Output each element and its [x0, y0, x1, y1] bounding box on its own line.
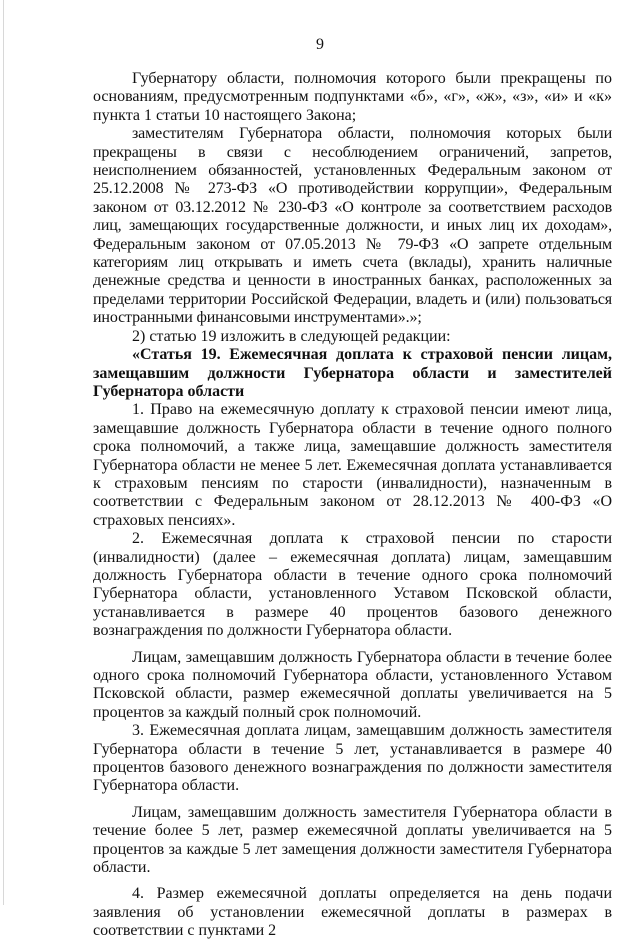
- article-19-clause-2-increase: Лицам, замещавшим должность Губернатора области в течение более одного срока полномочий Губернатора области, установленного Уставом Псковской области, размер ежемесячной доплаты увеличивается на 5 процентов за каждый полный срок полномочий.: [93, 648, 612, 721]
- paragraph-governor-termination: Губернатору области, полномочия которого были прекращены по основаниям, предусмотренным подпунктами «б», «г», «ж», «з», «и» и «к» пункта 1 статьи 10 настоящего Закона;: [93, 70, 612, 124]
- article-19-heading: «Статья 19. Ежемесячная доплата к страховой пенсии лицам, замещавшим должности Губернатора области и заместителей Губернатора области: [93, 346, 612, 400]
- paragraph-deputies-termination: заместителям Губернатора области, полномочия которых были прекращены в связи с несоблюдением ограничений, запретов, неисполнением обязанностей, установленных Федеральным законом от 25.12.2008 № 273-ФЗ «О противодействии коррупции», Федеральным законом от 03.12.2012 № 230-ФЗ «О контроле за соответствием расходов лиц, замещающих государственные должности, и иных лиц их доходам», Федеральным законом от 07.05.2013 № 79-ФЗ «О запрете отдельным категориям лиц открывать и иметь счета (вклады), хранить наличные денежные средства и ценности в иностранных банках, расположенных за пределами территории Российской Федерации, владеть и (или) пользоваться иностранными финансовыми инструментами».»;: [93, 125, 612, 327]
- article-19-clause-1: 1. Право на ежемесячную доплату к страховой пенсии имеют лица, замещавшие должность Губернатора области в течение одного полного срока полномочий, а также лица, замещавшие должность заместителя Губернатора области не менее 5 лет. Ежемесячная доплата устанавливается к страховым пенсиям по старости (инвалидности), назначенным в соответствии с Федеральным законом от 28.12.2013 № 400-ФЗ «О страховых пенсиях».: [93, 401, 612, 529]
- paragraph-amendment-article-19: 2) статью 19 изложить в следующей редакции:: [132, 327, 451, 345]
- article-19-clause-2: 2. Ежемесячная доплата к страховой пенсии по старости (инвалидности) (далее – ежемесячная доплата) лицам, замещавшим должность Губернатора области в течение одного срока полномочий Губернатора области, установленного Уставом Псковской области, устанавливается в размере 40 процентов базового денежного вознаграждения по должности Губернатора области.: [93, 530, 612, 640]
- document-body: [93, 70, 612, 941]
- page-number: 9: [316, 36, 324, 53]
- article-19-clause-4: 4. Размер ежемесячной доплаты определяется на день подачи заявления об установлении ежемесячной доплаты в размерах в соответствии с пунктами 2: [93, 885, 612, 940]
- article-19-clause-3-increase: Лицам, замещавшим должность заместителя Губернатора области в течение более 5 лет, размер ежемесячной доплаты увеличивается на 5 процентов за каждые 5 лет замещения должности заместителя Губернатора области.: [93, 803, 612, 877]
- article-19-clause-3: 3. Ежемесячная доплата лицам, замещавшим должность заместителя Губернатора области в течение 5 лет, устанавливается в размере 40 процентов базового денежного вознаграждения по должности заместителя Губернатора области.: [93, 722, 612, 795]
- scan-edge-line: [3, 0, 4, 905]
